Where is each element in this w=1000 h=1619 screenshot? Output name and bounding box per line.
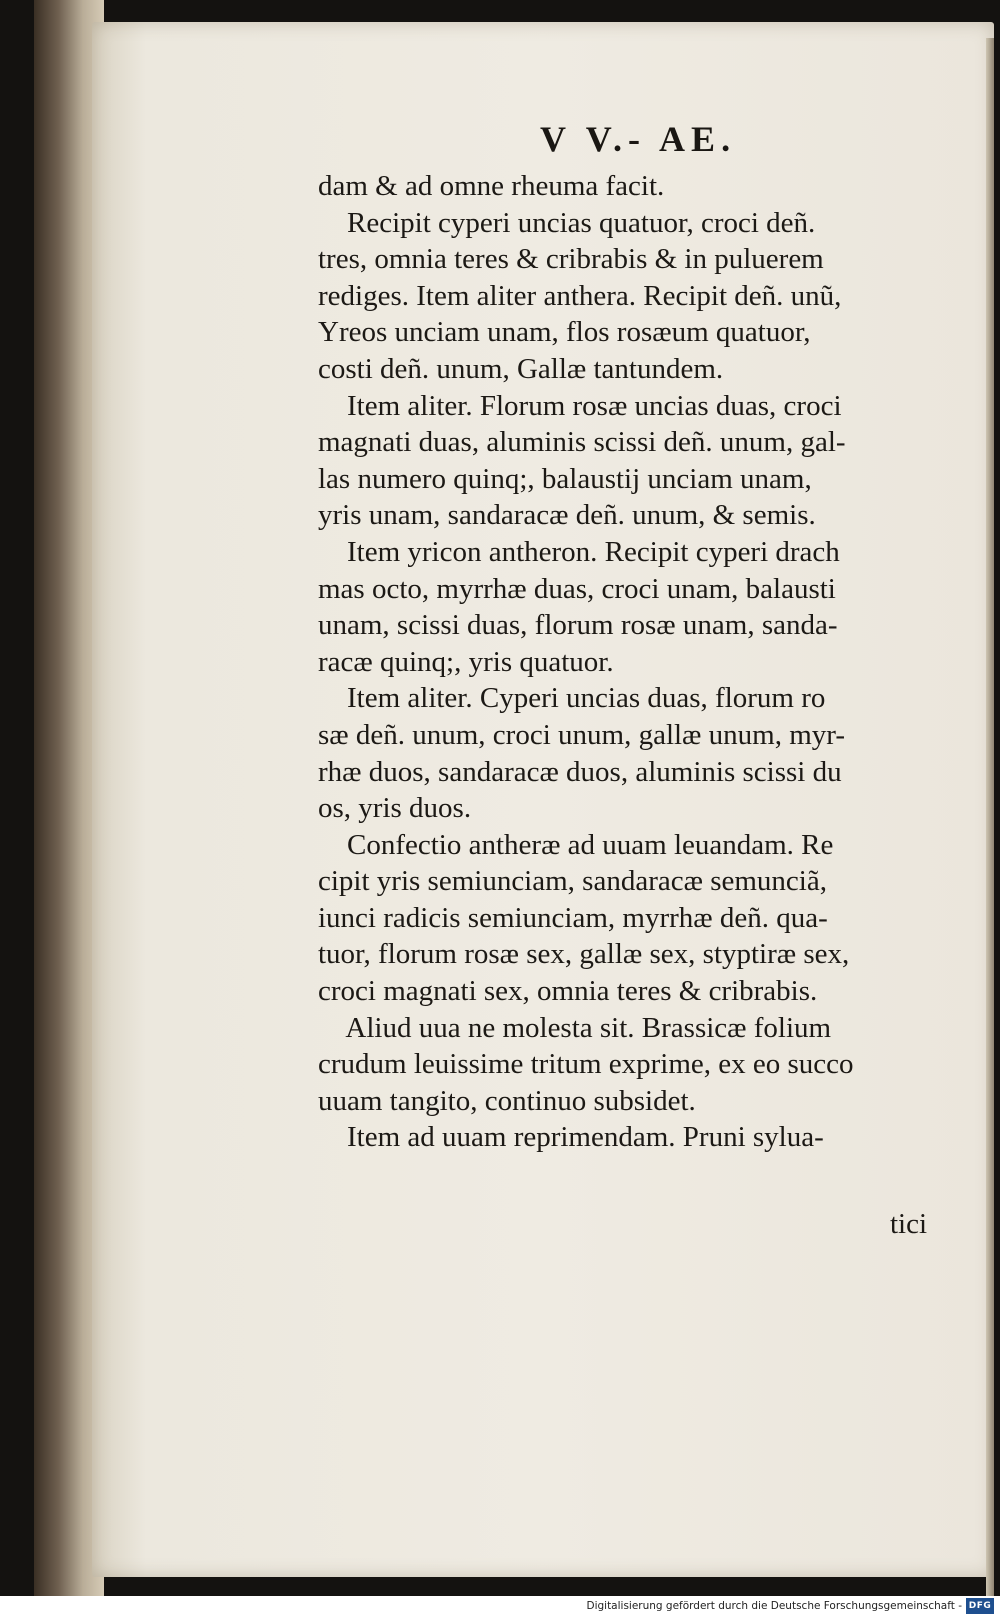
text-line: Item aliter. Florum rosæ uncias duas, croci	[318, 389, 842, 422]
page-edge	[986, 38, 994, 1596]
text-line: uuam tangito, continuo subsidet.	[318, 1084, 696, 1117]
text-line: cipit yris semiunciam, sandaracæ semunciã,	[318, 865, 827, 898]
text-line: las numero quinq;, balaustij unciam unam,	[318, 462, 812, 495]
text-line: Aliud uua ne molesta sit. Brassicæ folium	[318, 1011, 832, 1044]
text-line: tres, omnia teres & cribrabis & in puluerem	[318, 243, 824, 276]
text-line: rediges. Item aliter anthera. Recipit deñ. unũ,	[318, 279, 842, 312]
text-line: dam & ad omne rheuma facit.	[318, 170, 665, 202]
text-line: Item ad uuam reprimendam. Pruni sylua-	[318, 1121, 824, 1154]
text-line: Item yricon antheron. Recipit cyperi drach	[318, 535, 840, 568]
text-line: Yreos unciam unam, flos rosæum quatuor,	[318, 316, 811, 349]
text-line: mas octo, myrrhæ duas, croci unam, balausti	[318, 572, 836, 605]
text-line: unam, scissi duas, florum rosæ unam, sanda-	[318, 609, 838, 642]
text-line: Confectio antheræ ad uuam leuandam. Re	[318, 828, 834, 861]
text-line: Recipit cyperi uncias quatuor, croci deñ.	[318, 206, 816, 239]
text-line: os, yris duos.	[318, 792, 472, 825]
catchword: tici	[890, 1208, 928, 1240]
text-line: rhæ duos, sandaracæ duos, aluminis scissi du	[318, 755, 842, 788]
text-line: Item aliter. Cyperi uncias duas, florum ro	[318, 682, 826, 715]
text-line: crudum leuissime tritum exprime, ex eo succo	[318, 1048, 854, 1081]
footer-credit: Digitalisierung gefördert durch die Deutsche Forschungsgemeinschaft -	[586, 1600, 962, 1612]
text-line: costi deñ. unum, Gallæ tantundem.	[318, 352, 724, 385]
text-line: racæ quinq;, yris quatuor.	[318, 645, 614, 678]
body-text	[318, 168, 968, 1156]
running-head: V V.- AE.	[540, 119, 737, 159]
text-line: croci magnati sex, omnia teres & cribrabis.	[318, 975, 818, 1008]
text-line: tuor, florum rosæ sex, gallæ sex, styptiræ sex,	[318, 938, 850, 971]
text-line: yris unam, sandaracæ deñ. unum, & semis.	[318, 499, 816, 532]
text-line: magnati duas, aluminis scissi deñ. unum, gal-	[318, 426, 846, 459]
text-line: sæ deñ. unum, croci unum, gallæ unum, myr-	[318, 718, 845, 751]
text-line: iunci radicis semiunciam, myrrhæ deñ. qua-	[318, 901, 828, 934]
dfg-logo-icon: DFG	[966, 1598, 994, 1614]
